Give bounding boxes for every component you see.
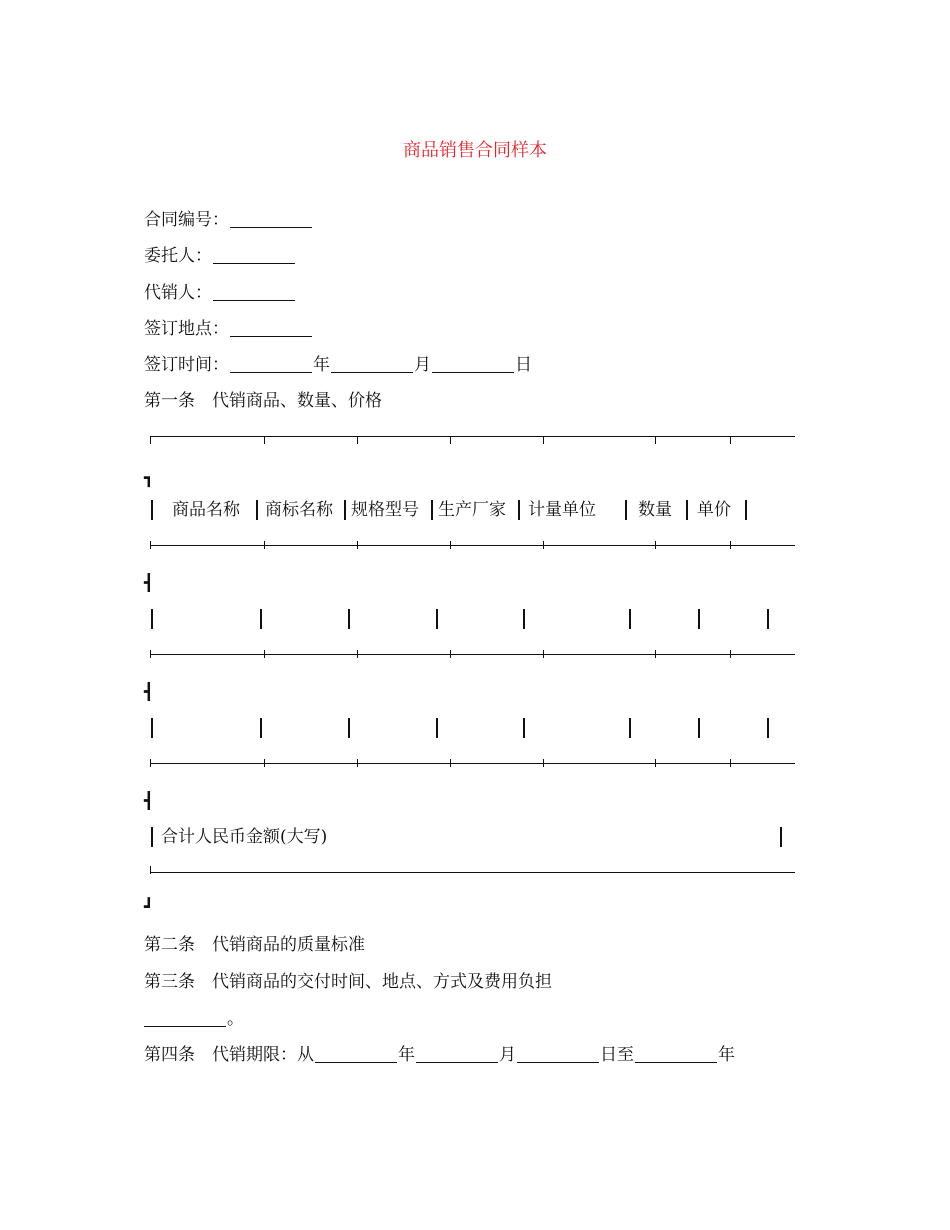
month-label: 月	[414, 355, 431, 375]
term-end-year-label: 年	[718, 1045, 735, 1065]
table-tick	[264, 759, 265, 767]
table-border	[523, 718, 525, 738]
table-tick	[450, 650, 451, 658]
header-manufacturer: 生产厂家	[438, 500, 506, 520]
sign-time-label: 签订时间：	[144, 355, 229, 375]
contract-number-blank[interactable]	[230, 211, 312, 228]
table-tick	[543, 436, 544, 444]
table-border	[698, 609, 700, 629]
table-tick	[150, 866, 151, 874]
sign-month-blank[interactable]	[331, 356, 413, 373]
article-3-blank-line	[144, 1008, 244, 1030]
table-border	[151, 827, 153, 847]
table-border	[780, 827, 782, 847]
table-corner: ┫	[144, 791, 154, 810]
table-border	[256, 500, 258, 520]
sign-place-blank[interactable]	[230, 320, 312, 337]
table-border	[767, 609, 769, 629]
table-rule	[150, 872, 795, 873]
table-tick	[450, 541, 451, 549]
sign-place-line	[144, 318, 313, 340]
table-border	[745, 500, 747, 520]
table-tick	[730, 436, 731, 444]
header-spec-model: 规格型号	[351, 500, 419, 520]
table-border	[518, 500, 520, 520]
term-month-label: 月	[499, 1045, 516, 1065]
table-tick	[543, 541, 544, 549]
table-tick	[730, 541, 731, 549]
table-tick	[357, 436, 358, 444]
table-border	[260, 718, 262, 738]
table-border	[523, 609, 525, 629]
header-unit-price: 单价	[697, 500, 731, 520]
sign-year-blank[interactable]	[230, 356, 312, 373]
table-rule	[150, 763, 795, 764]
table-corner: ┫	[144, 573, 154, 592]
contract-number-line	[144, 209, 313, 231]
sign-place-label: 签订地点：	[144, 319, 229, 339]
table-border	[698, 718, 700, 738]
period-mark: 。	[227, 1009, 244, 1029]
term-end-year-blank[interactable]	[635, 1046, 717, 1063]
term-to-label: 日至	[600, 1045, 634, 1065]
term-year-label: 年	[398, 1045, 415, 1065]
delivery-blank[interactable]	[144, 1010, 226, 1027]
day-label: 日	[515, 355, 532, 375]
table-tick	[730, 650, 731, 658]
header-product-name: 商品名称	[172, 500, 240, 520]
table-border	[348, 609, 350, 629]
agent-label: 代销人：	[144, 283, 212, 303]
principal-blank[interactable]	[213, 247, 295, 264]
table-border	[348, 718, 350, 738]
term-start-day-blank[interactable]	[517, 1046, 599, 1063]
article-4-line	[144, 1044, 735, 1066]
table-corner: ┫	[144, 682, 154, 701]
table-tick	[655, 650, 656, 658]
sign-time-line	[144, 354, 532, 376]
table-border	[436, 609, 438, 629]
table-tick	[150, 436, 151, 444]
table-tick	[730, 759, 731, 767]
table-tick	[655, 541, 656, 549]
table-corner: ┛	[144, 897, 154, 916]
header-brand-name: 商标名称	[265, 500, 333, 520]
table-border	[344, 500, 346, 520]
article-2-heading: 第二条 代销商品的质量标准	[144, 935, 365, 955]
table-tick	[357, 541, 358, 549]
table-corner: ┓	[144, 468, 154, 487]
table-border	[151, 718, 153, 738]
table-tick	[357, 759, 358, 767]
table-rule	[150, 436, 795, 437]
table-tick	[264, 436, 265, 444]
table-tick	[357, 650, 358, 658]
table-border	[436, 718, 438, 738]
table-tick	[150, 541, 151, 549]
total-amount-label: 合计人民币金额(大写)	[161, 827, 328, 847]
article-3-heading: 第三条 代销商品的交付时间、地点、方式及费用负担	[144, 972, 552, 992]
table-tick	[150, 759, 151, 767]
table-border	[686, 500, 688, 520]
table-border	[431, 500, 433, 520]
table-tick	[450, 759, 451, 767]
principal-label: 委托人：	[144, 246, 212, 266]
table-border	[151, 500, 153, 520]
document-title: 商品销售合同样本	[403, 140, 547, 161]
table-rule	[150, 654, 795, 655]
article-1-heading: 第一条 代销商品、数量、价格	[144, 391, 382, 411]
table-tick	[655, 759, 656, 767]
term-start-year-blank[interactable]	[315, 1046, 397, 1063]
agent-line	[144, 282, 296, 304]
table-border	[629, 609, 631, 629]
article-4-prefix: 第四条 代销期限：从	[144, 1045, 314, 1065]
table-border	[260, 609, 262, 629]
sign-day-blank[interactable]	[432, 356, 514, 373]
table-tick	[543, 759, 544, 767]
table-tick	[450, 436, 451, 444]
table-border	[625, 500, 627, 520]
table-tick	[655, 436, 656, 444]
table-border	[151, 609, 153, 629]
table-border	[767, 718, 769, 738]
header-quantity: 数量	[638, 500, 672, 520]
table-border	[629, 718, 631, 738]
table-tick	[264, 650, 265, 658]
term-start-month-blank[interactable]	[416, 1046, 498, 1063]
header-unit: 计量单位	[528, 500, 596, 520]
agent-blank[interactable]	[213, 284, 295, 301]
contract-number-label: 合同编号：	[144, 210, 229, 230]
table-rule	[150, 545, 795, 546]
year-label: 年	[313, 355, 330, 375]
table-tick	[543, 650, 544, 658]
table-tick	[264, 541, 265, 549]
table-tick	[150, 650, 151, 658]
principal-line	[144, 245, 296, 267]
